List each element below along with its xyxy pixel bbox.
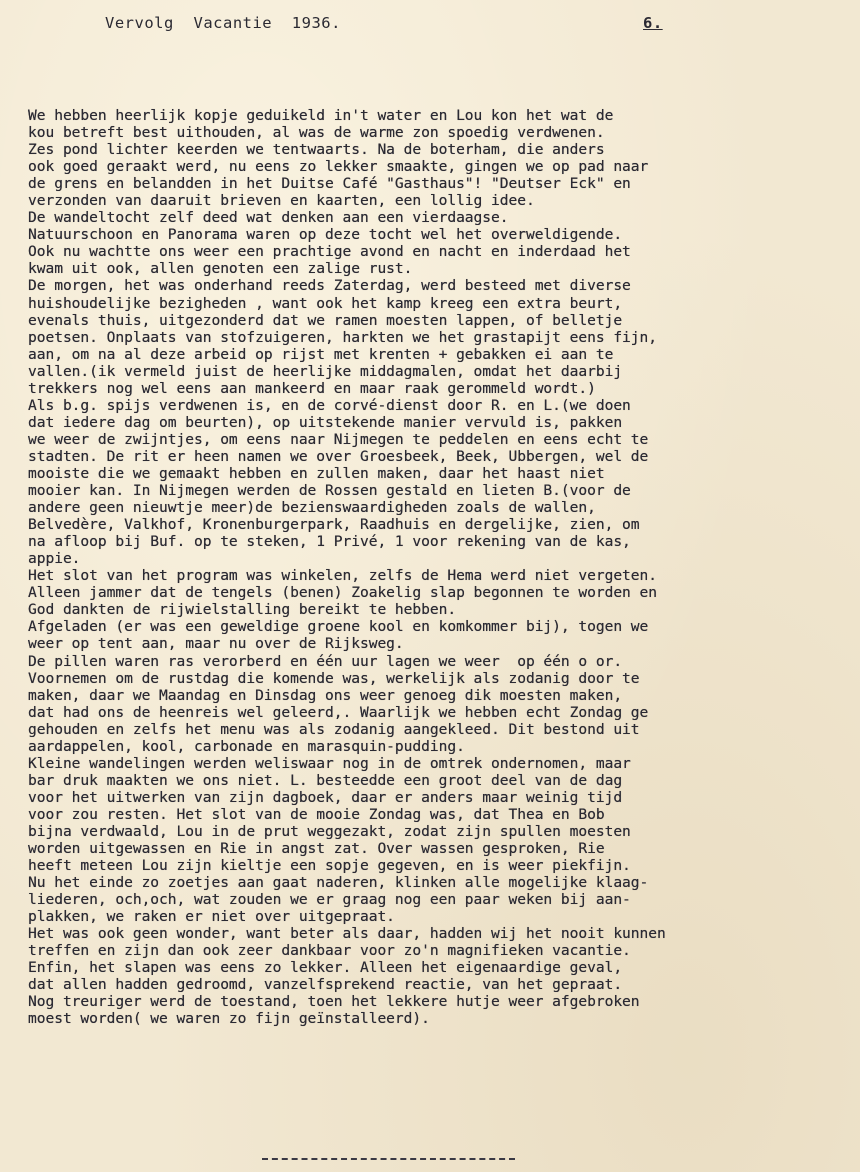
page-header <box>105 14 665 40</box>
text-line: maken, daar we Maandag en Dinsdag ons weer genoeg dik moesten maken, <box>28 686 623 704</box>
text-line: De morgen, het was onderhand reeds Zaterdag, werd besteed met diverse <box>28 277 631 295</box>
text-line: huishoudelijke bezigheden , want ook het kamp kreeg een extra beurt, <box>28 294 623 312</box>
text-line: We hebben heerlijk kopje geduikeld in't water en Lou kon het wat de <box>28 107 614 124</box>
text-line: weer op tent aan, maar nu over de Rijksweg. <box>28 635 404 653</box>
closing-dashed-rule <box>262 1158 515 1160</box>
text-line: dat iedere dag om beurten), op uitstekende manier vervuld is, pakken <box>28 413 623 431</box>
text-line: bijna verdwaald, Lou in de prut weggezakt, zodat zijn spullen moesten <box>28 822 631 840</box>
text-line: kou betreft best uithouden, al was de warme zon spoedig verdwenen. <box>28 124 605 142</box>
text-line: na afloop bij Buf. op te steken, 1 Privé, 1 voor rekening van de kas, <box>28 533 631 551</box>
text-line: Alleen jammer dat de tengels (benen) Zoakelig slap begonnen te worden en <box>28 584 658 602</box>
text-line: mooiste die we gemaakt hebben en zullen maken, daar het haast niet <box>28 464 605 482</box>
text-line: De wandeltocht zelf deed wat denken aan een vierdaagse. <box>28 209 509 227</box>
text-line: poetsen. Onplaats van stofzuigeren, harkten we het grastapijt eens fijn, <box>28 328 658 346</box>
page-number: 6. <box>643 14 663 32</box>
text-line: Ook nu wachtte ons weer een prachtige avond en nacht en inderdaad het <box>28 243 631 261</box>
text-line: God dankten de rijwielstalling bereikt te hebben. <box>28 601 457 619</box>
page-title: Vervolg Vacantie 1936. <box>105 14 341 32</box>
text-line: plakken, we raken er niet over uitgepraat. <box>28 908 395 926</box>
text-line: dat allen hadden gedroomd, vanzelfsprekend reactie, van het gepraat. <box>28 976 623 994</box>
text-line: dat had ons de heenreis wel geleerd,. Waarlijk we hebben echt Zondag ge <box>28 703 649 721</box>
text-line: Enfin, het slapen was eens zo lekker. Alleen het eigenaardige geval, <box>28 959 623 977</box>
text-line: mooier kan. In Nijmegen werden de Rossen gestald en lieten B.(voor de <box>28 482 631 500</box>
text-line: trekkers nog wel eens aan mankeerd en maar raak gerommeld wordt.) <box>28 379 596 397</box>
text-line: Nu het einde zo zoetjes aan gaat naderen, klinken alle mogelijke klaag- <box>28 874 649 892</box>
text-line: De pillen waren ras verorberd en één uur lagen we weer op één o or. <box>28 652 623 670</box>
text-line: heeft meteen Lou zijn kieltje een sopje gegeven, en is weer piekfijn. <box>28 857 631 875</box>
text-line: gehouden en zelfs het menu was als zodanig aangekleed. Dit bestond uit <box>28 720 640 738</box>
text-line: verzonden van daaruit brieven en kaarten, een lollig idee. <box>28 192 535 210</box>
text-line: Als b.g. spijs verdwenen is, en de corvé-dienst door R. en L.(we doen <box>28 396 631 414</box>
text-line: Natuurschoon en Panorama waren op deze tocht wel het overweldigende. <box>28 226 623 244</box>
text-line: appie. <box>28 550 81 568</box>
text-line: Belvedère, Valkhof, Kronenburgerpark, Raadhuis en dergelijke, zien, om <box>28 516 640 534</box>
text-line: voor zou resten. Het slot van de mooie Zondag was, dat Thea en Bob <box>28 805 605 823</box>
text-line: stadten. De rit er heen namen we over Groesbeek, Beek, Ubbergen, wel de <box>28 447 649 465</box>
text-line: Het was ook geen wonder, want beter als daar, hadden wij het nooit kunnen <box>28 925 666 943</box>
text-line: moest worden( we waren zo fijn geïnstalleerd). <box>28 1010 430 1028</box>
text-line: bar druk maakten we ons niet. L. besteedde een groot deel van de dag <box>28 771 623 789</box>
text-line: voor het uitwerken van zijn dagboek, daar er anders maar weinig tijd <box>28 788 623 806</box>
text-line: evenals thuis, uitgezonderd dat we ramen moesten lappen, of belletje <box>28 311 623 329</box>
text-line: ook goed geraakt werd, nu eens zo lekker smaakte, gingen we op pad naar <box>28 158 649 176</box>
text-line: Kleine wandelingen werden weliswaar nog in de omtrek ondernomen, maar <box>28 754 631 772</box>
text-line: de grens en belandden in het Duitse Café "Gasthaus"! "Deutser Eck" en <box>28 175 631 193</box>
text-line: vallen.(ik vermeld juist de heerlijke middagmalen, omdat het daarbij <box>28 362 623 380</box>
text-line: Nog treuriger werd de toestand, toen het lekkere hutje weer afgebroken <box>28 993 640 1011</box>
text-line: we weer de zwijntjes, om eens naar Nijmegen te peddelen en eens echt te <box>28 430 649 448</box>
text-line: treffen en zijn dan ook zeer dankbaar voor zo'n magnifieken vacantie. <box>28 942 631 960</box>
text-line: aan, om na al deze arbeid op rijst met krenten + gebakken ei aan te <box>28 345 614 363</box>
text-line: worden uitgewassen en Rie in angst zat. Over wassen gesproken, Rie <box>28 840 605 858</box>
text-line: Zes pond lichter keerden we tentwaarts. Na de boterham, die anders <box>28 141 605 159</box>
text-line: aardappelen, kool, carbonade en marasquin-pudding. <box>28 737 465 755</box>
body-text <box>28 107 840 1028</box>
text-line: Voornemen om de rustdag die komende was, werkelijk als zodanig door te <box>28 669 640 687</box>
text-line: liederen, och,och, wat zouden we er graag nog een paar weken bij aan- <box>28 891 631 909</box>
text-line: andere geen nieuwtje meer)de bezienswaardigheden zoals de wallen, <box>28 499 596 517</box>
text-line: kwam uit ook, allen genoten een zalige rust. <box>28 260 413 278</box>
text-line: Afgeladen (er was een geweldige groene kool en komkommer bij), togen we <box>28 618 649 636</box>
text-line: Het slot van het program was winkelen, zelfs de Hema werd niet vergeten. <box>28 567 658 585</box>
